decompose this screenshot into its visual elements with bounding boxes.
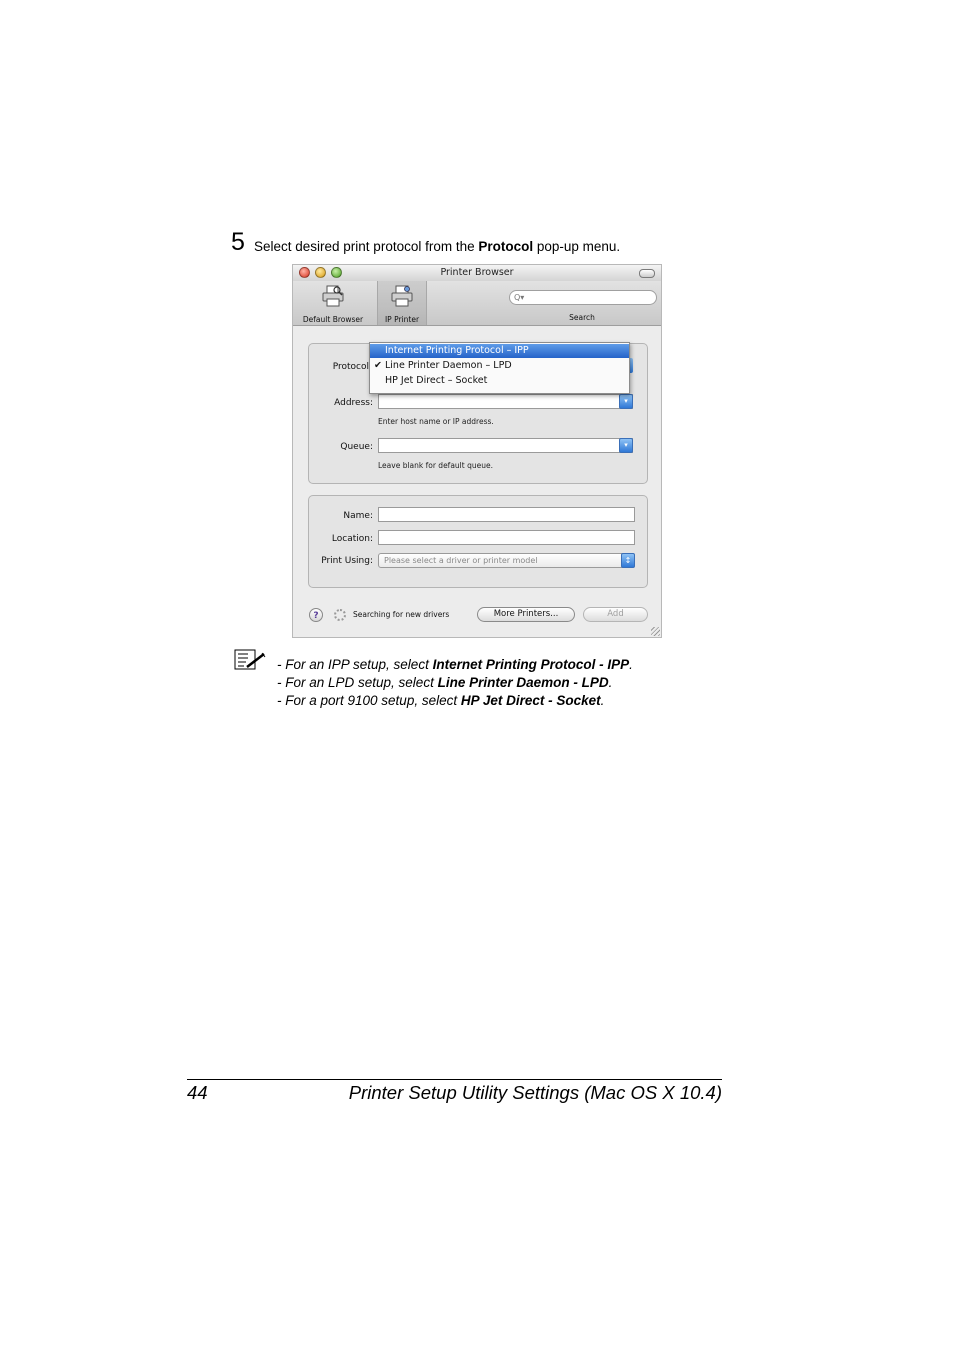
add-button[interactable]: Add: [583, 607, 648, 622]
location-label: Location:: [331, 534, 373, 544]
checkmark-icon: ✔: [374, 360, 382, 371]
more-printers-button[interactable]: More Printers...: [477, 607, 575, 622]
note-line-prefix: - For a port 9100 setup, select: [277, 693, 461, 708]
window-title: Printer Browser: [440, 267, 514, 278]
ip-printer-button[interactable]: [377, 281, 427, 325]
note-line-lpd: [277, 674, 633, 692]
menu-item-socket[interactable]: [370, 374, 629, 388]
menu-item-label: HP Jet Direct – Socket: [385, 375, 488, 386]
menu-item-lpd[interactable]: [370, 359, 629, 373]
printer-browser-window: [292, 264, 662, 638]
print-using-value: Please select a driver or printer model: [384, 556, 538, 565]
note-line-suffix: .: [629, 657, 633, 672]
queue-dropdown-button[interactable]: [619, 438, 633, 453]
resize-grip-icon[interactable]: [651, 627, 660, 636]
search-icon: Q▾: [514, 293, 525, 302]
help-button[interactable]: ?: [309, 608, 323, 622]
stepper-icon: ↕: [624, 556, 632, 565]
footer-title: Printer Setup Utility Settings (Mac OS X 10.4): [348, 1082, 722, 1103]
note-pencil-icon: [233, 649, 267, 671]
address-field[interactable]: [378, 394, 633, 409]
step-text: [254, 239, 620, 254]
queue-hint: Leave blank for default queue.: [378, 461, 493, 470]
toolbar-toggle-button[interactable]: [639, 269, 655, 278]
menu-item-label: Internet Printing Protocol – IPP: [385, 345, 529, 356]
chevron-down-icon: ▾: [624, 397, 628, 405]
location-field[interactable]: [378, 530, 635, 545]
protocol-menu: [369, 342, 630, 394]
bottom-bar: [293, 601, 661, 627]
status-text: Searching for new drivers: [353, 610, 450, 619]
page-number: 44: [187, 1082, 208, 1103]
step-text-bold: Protocol: [478, 239, 534, 254]
name-field[interactable]: [378, 507, 635, 522]
search-label: Search: [569, 313, 595, 322]
ip-printer-label: IP Printer: [384, 315, 420, 324]
default-browser-label: Default Browser: [302, 315, 364, 324]
chevron-down-icon: ▾: [624, 441, 628, 449]
note-line-bold: Internet Printing Protocol - IPP: [432, 657, 630, 672]
step-text-before: Select desired print protocol from the: [254, 239, 479, 254]
note-line-bold: Line Printer Daemon - LPD: [437, 675, 609, 690]
printer-search-icon: [321, 285, 345, 307]
print-using-stepper[interactable]: [621, 553, 635, 568]
footer-rule: [187, 1079, 722, 1080]
note-line-prefix: - For an LPD setup, select: [277, 675, 438, 690]
note-line-suffix: .: [600, 693, 605, 708]
note-line-socket: [277, 692, 633, 710]
spinner-icon: [334, 609, 346, 621]
note-line-bold: HP Jet Direct - Socket: [460, 693, 601, 708]
ip-printer-icon: [390, 285, 414, 307]
address-dropdown-button[interactable]: [619, 394, 633, 409]
protocol-label: Protocol: [332, 362, 369, 372]
printer-info-group: [308, 495, 648, 588]
menu-item-label: Line Printer Daemon – LPD: [385, 360, 512, 371]
step-number: 5: [231, 228, 245, 256]
name-label: Name:: [343, 511, 373, 521]
menu-item-ipp[interactable]: [370, 344, 629, 358]
address-label: Address:: [334, 398, 373, 408]
queue-label: Queue:: [340, 442, 373, 452]
title-bar: [293, 265, 661, 281]
step-text-after: pop-up menu.: [533, 239, 621, 254]
default-browser-button[interactable]: [295, 281, 371, 325]
address-hint: Enter host name or IP address.: [378, 417, 494, 426]
note-text: [277, 656, 633, 710]
note-line-suffix: .: [608, 675, 613, 690]
search-input[interactable]: [509, 290, 657, 305]
print-using-popup[interactable]: [378, 553, 635, 568]
queue-field[interactable]: [378, 438, 633, 453]
note-line-prefix: - For an IPP setup, select: [277, 657, 433, 672]
print-using-label: Print Using:: [321, 556, 373, 566]
toolbar: [293, 281, 661, 326]
note-line-ipp: [277, 656, 633, 674]
